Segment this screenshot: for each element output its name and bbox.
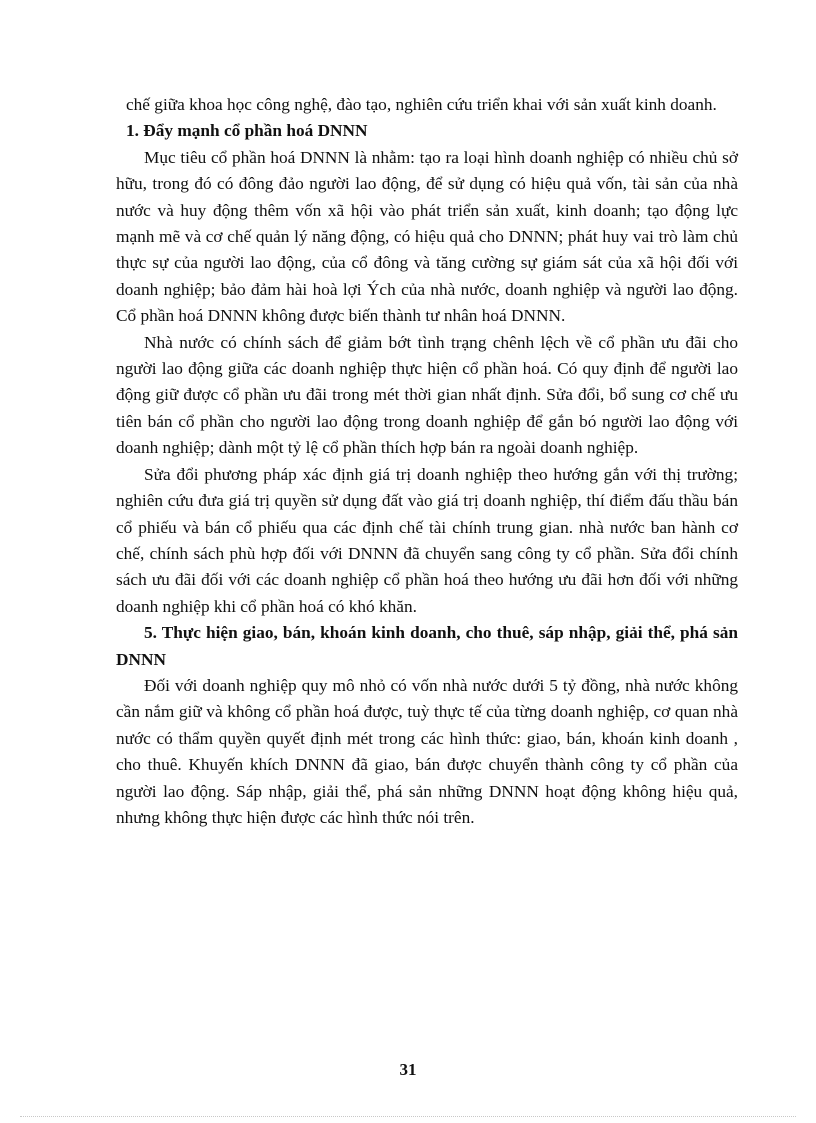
document-page (116, 92, 738, 831)
section-heading-5: 5. Thực hiện giao, bán, khoán kinh doanh, cho thuê, sáp nhập, giải thể, phá sản DNNN (116, 623, 738, 669)
paragraph-1: Mục tiêu cổ phần hoá DNNN là nhằm: tạo ra loại hình doanh nghiệp có nhiều chủ sở hữu, trong đó có đông đảo người lao động, để sử dụng có hiệu quả vốn, tài sản của nhà nước và huy động thêm vốn xã hội vào phát triển sản xuất, kinh doanh; tạo động lực mạnh mẽ và cơ chế quản lý năng động, có hiệu quả cho DNNN; phát huy vai trò làm chủ thực sự của người lao động, của cổ đông và tăng cường sự giám sát của xã hội đối với doanh nghiệp; bảo đảm hài hoà lợi Ých của nhà nước, doanh nghiệp và người lao động. Cổ phần hoá DNNN không được biến thành tư nhân hoá DNNN. (116, 147, 738, 326)
section-heading-1: 1. Đẩy mạnh cổ phần hoá DNNN (126, 121, 368, 141)
footer-divider (20, 1116, 796, 1117)
paragraph-4: Đối với doanh nghiệp quy mô nhỏ có vốn nhà nước dưới 5 tỷ đồng, nhà nước không cần nắm giữ và không cổ phần hoá được, tuỳ thực tế của từng doanh nghiệp, cơ quan nhà nước có thẩm quyền quyết định mét trong các hình thức: giao, bán, khoán kinh doanh , cho thuê. Khuyến khích DNNN đã giao, bán được chuyển thành công ty cổ phần của người lao động. Sáp nhập, giải thể, phá sản những DNNN hoạt động không hiệu quả, nhưng không thực hiện được các hình thức nói trên. (116, 675, 738, 827)
continuation-paragraph: chế giữa khoa học công nghệ, đào tạo, nghiên cứu triển khai với sản xuất kinh doanh. (126, 95, 717, 114)
page-number: 31 (399, 1060, 417, 1079)
paragraph-3: Sửa đổi phương pháp xác định giá trị doanh nghiệp theo hướng gắn với thị trường; nghiên cứu đưa giá trị quyền sử dụng đất vào giá trị doanh nghiệp, thí điểm đấu thầu bán cổ phiếu và bán cổ phiếu qua các định chế tài chính trung gian. nhà nước ban hành cơ chế, chính sách phù hợp đối với DNNN đã chuyển sang công ty cổ phần. Sửa đổi chính sách ưu đãi đối với các doanh nghiệp cổ phần hoá theo hướng ưu đãi hơn đối với những doanh nghiệp khi cổ phần hoá có khó khăn. (116, 464, 738, 616)
paragraph-2: Nhà nước có chính sách để giảm bớt tình trạng chênh lệch về cổ phần ưu đãi cho người lao động giữa các doanh nghiệp thực hiện cổ phần hoá. Có quy định để người lao động giữ được cổ phần ưu đãi trong mét thời gian nhất định. Sửa đổi, bổ sung cơ chế ưu tiên bán cổ phần cho người lao động trong doanh nghiệp để gắn bó người lao động với doanh nghiệp; dành một tỷ lệ cổ phần thích hợp bán ra ngoài doanh nghiệp. (116, 332, 738, 458)
